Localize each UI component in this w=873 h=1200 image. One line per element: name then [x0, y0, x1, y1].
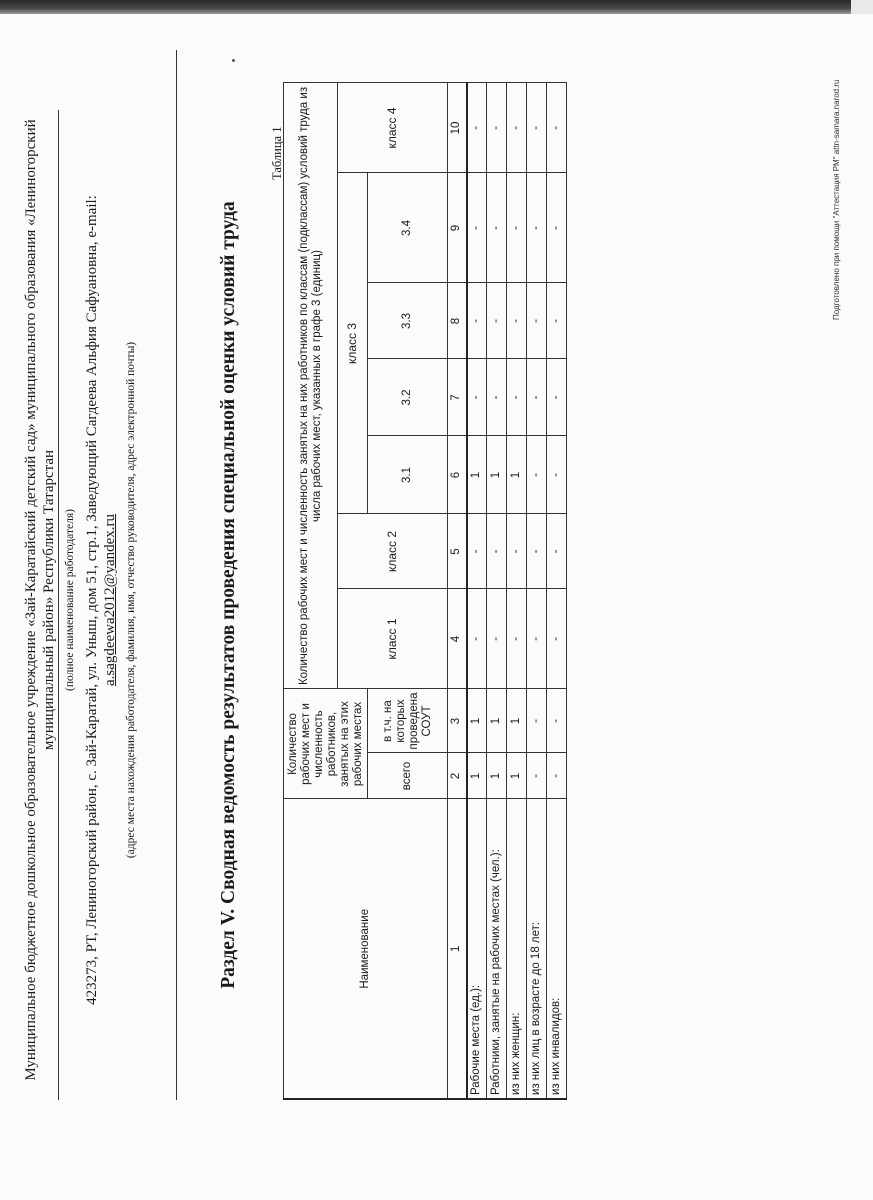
table-row: [527, 83, 547, 1099]
col-number: 5: [448, 514, 467, 589]
row-label: из них лиц в возрасте до 18 лет:: [527, 799, 547, 1099]
org-name-line2: муниципальный район» Республики Татарстан: [41, 449, 57, 751]
cell-value: -: [507, 173, 527, 283]
cell-value: -: [527, 436, 547, 514]
cell-value: -: [547, 589, 567, 689]
row-label: из них инвалидов:: [547, 799, 567, 1099]
header-sub34: 3.4: [368, 173, 448, 283]
cell-value: -: [467, 83, 487, 173]
header-sout: в т.ч. на которых проведена СОУТ: [368, 689, 448, 753]
cell-value: -: [467, 589, 487, 689]
cell-value: 1: [507, 689, 527, 753]
cell-value: -: [547, 283, 567, 359]
cell-value: -: [527, 283, 547, 359]
cell-value: -: [507, 283, 527, 359]
header-class4: класс 4: [338, 83, 448, 173]
cell-value: -: [507, 589, 527, 689]
cell-value: -: [487, 359, 507, 436]
address-caption: (адрес места нахождения работодателя, фамилия, имя, отчество руководителя, адрес электронной почты): [125, 341, 137, 859]
address-line1: 423273, РТ, Лениногорский район, с. Зай-Каратай, ул. Уныш, дом 51, стр.1, Заведующий Сагдеева Альфия Сафуановна, e-mail:: [84, 195, 100, 1005]
cell-value: -: [527, 753, 547, 799]
table-row: [507, 83, 527, 1099]
cell-value: -: [547, 689, 567, 753]
cell-value: -: [547, 514, 567, 589]
col-number: 2: [448, 753, 467, 799]
col-number: 8: [448, 283, 467, 359]
header-count-group: Количество рабочих мест и численность работников, занятых на этих рабочих местах: [284, 689, 368, 799]
header-class2: класс 2: [338, 514, 448, 589]
table-row: [467, 83, 487, 1099]
cell-value: 1: [487, 753, 507, 799]
header-classes-group: Количество рабочих мест и численность занятых на них работников по классам (подклассам) условий труда из числа рабочих мест, указанных в графе 3 (единиц): [284, 83, 338, 689]
cell-value: -: [467, 359, 487, 436]
cell-value: -: [547, 173, 567, 283]
summary-table: [283, 83, 567, 1101]
cell-value: -: [487, 514, 507, 589]
cell-value: -: [527, 689, 547, 753]
org-name-caption: (полное наименование работодателя): [64, 509, 76, 691]
cell-value: 1: [467, 753, 487, 799]
col-number: 6: [448, 436, 467, 514]
header-class3: класс 3: [338, 173, 368, 514]
address-rule: [176, 50, 177, 1100]
table-row: [487, 83, 507, 1099]
cell-value: -: [487, 83, 507, 173]
header-sub32: 3.2: [368, 359, 448, 436]
cell-value: -: [507, 359, 527, 436]
cell-value: 1: [507, 436, 527, 514]
header-name: Наименование: [284, 799, 448, 1099]
cell-value: -: [487, 589, 507, 689]
cell-value: -: [547, 83, 567, 173]
table-label: Таблица 1: [270, 126, 284, 180]
cell-value: 1: [487, 436, 507, 514]
row-label: Работники, занятые на рабочих местах (чел.):: [487, 799, 507, 1099]
cell-value: -: [547, 436, 567, 514]
cell-value: -: [527, 83, 547, 173]
cell-value: -: [487, 173, 507, 283]
col-number: 1: [448, 799, 467, 1099]
col-number: 3: [448, 689, 467, 753]
cell-value: -: [547, 753, 567, 799]
cell-value: -: [467, 514, 487, 589]
cell-value: -: [507, 514, 527, 589]
org-name-line1: Муниципальное бюджетное дошкольное образовательное учреждение «Зай-Каратайский детский сад» муниципального образования «Лениногорский: [23, 119, 39, 1081]
col-number: 9: [448, 173, 467, 283]
cell-value: 1: [467, 436, 487, 514]
footnote: Подготовлено при помощи "Аттестация РМ" attn-samara.narod.ru: [832, 79, 841, 320]
row-label: из них женщин:: [507, 799, 527, 1099]
cell-value: -: [467, 283, 487, 359]
cell-value: 1: [507, 753, 527, 799]
cell-value: -: [527, 514, 547, 589]
col-number: 7: [448, 359, 467, 436]
header-sub33: 3.3: [368, 283, 448, 359]
cell-value: -: [547, 359, 567, 436]
header-sub31: 3.1: [368, 436, 448, 514]
cell-value: 1: [487, 689, 507, 753]
address-line2: a.sagdeewa2012@yandex.ru: [102, 513, 118, 687]
cell-value: -: [507, 83, 527, 173]
col-number: 4: [448, 589, 467, 689]
header-class1: класс 1: [338, 589, 448, 689]
cell-value: -: [527, 173, 547, 283]
col-number: 10: [448, 83, 467, 173]
cell-value: -: [527, 589, 547, 689]
row-label: Рабочие места (ед.):: [467, 799, 487, 1099]
cell-value: -: [487, 283, 507, 359]
header-total: всего: [368, 753, 448, 799]
table-row: [547, 83, 567, 1099]
cell-value: 1: [467, 689, 487, 753]
scan-speck: [232, 59, 235, 62]
org-name-rule: [58, 110, 59, 1100]
section-title: Раздел V. Сводная ведомость результатов проведения специальной оценки условий труда: [218, 201, 239, 989]
cell-value: -: [527, 359, 547, 436]
cell-value: -: [467, 173, 487, 283]
